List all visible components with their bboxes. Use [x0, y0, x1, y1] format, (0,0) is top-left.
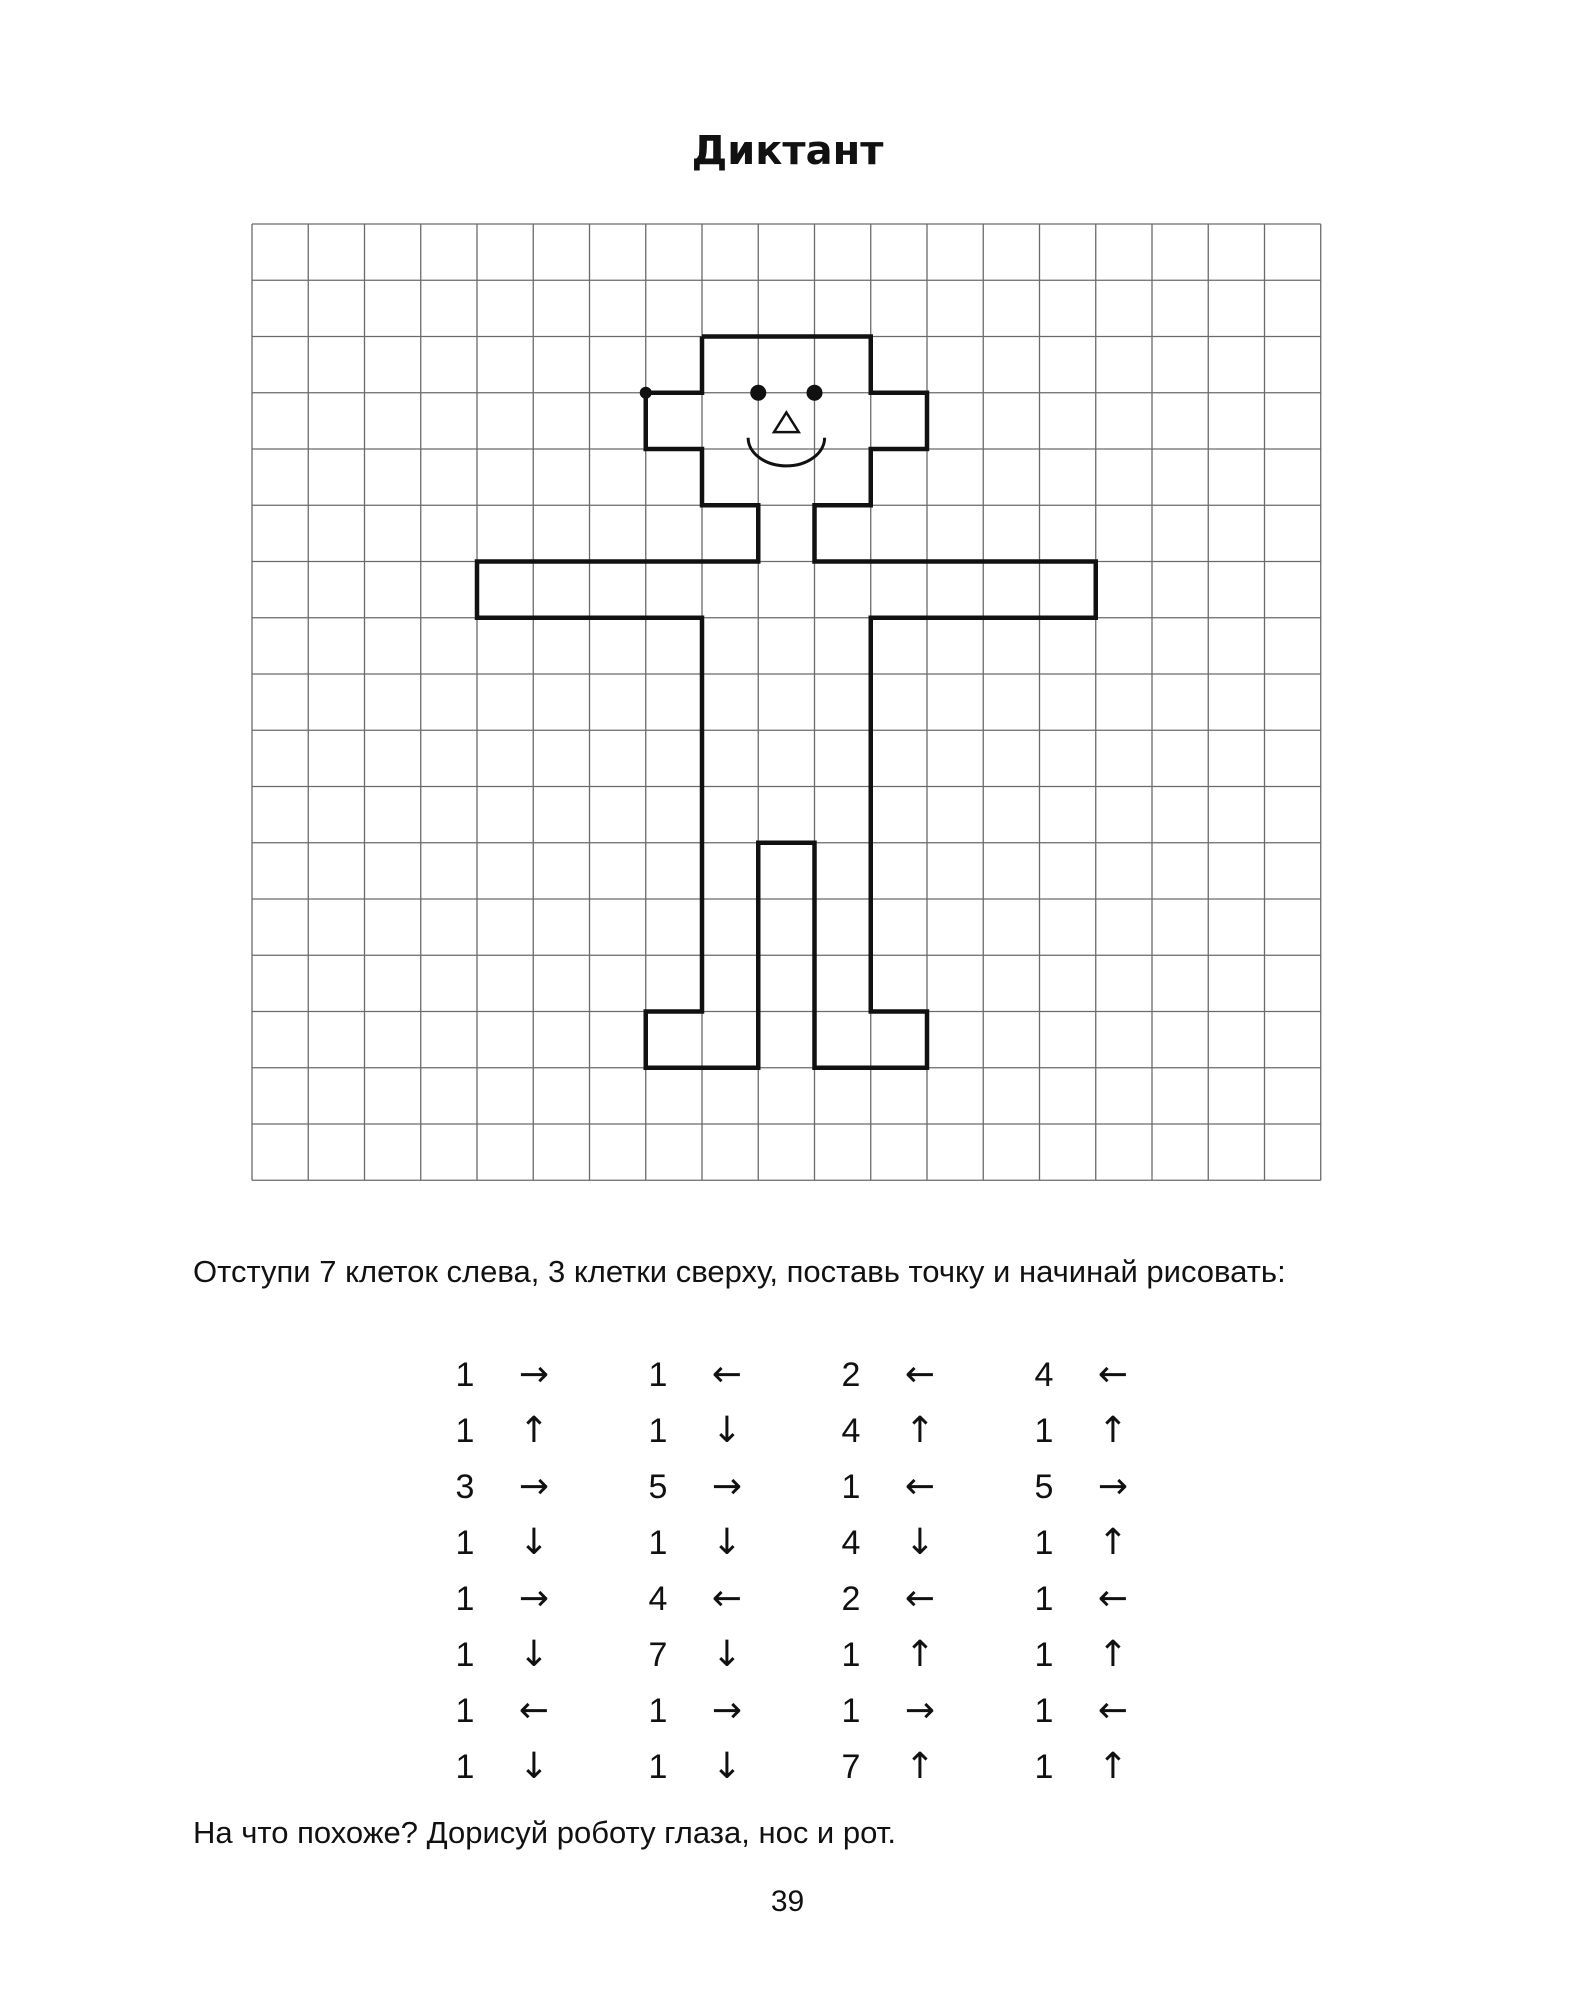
start-dot: [640, 387, 652, 399]
step-count: 1: [1034, 1692, 1054, 1730]
step-count: 1: [455, 1356, 475, 1394]
step-count: 1: [841, 1636, 861, 1674]
step-count: 4: [1034, 1356, 1054, 1394]
robot-mouth: [748, 438, 825, 466]
step-arrow-icon: ↓: [518, 1522, 550, 1563]
step-arrow-icon: →: [518, 1578, 550, 1619]
step-count: 1: [1034, 1748, 1054, 1786]
step-arrow-icon: →: [711, 1466, 743, 1507]
step-arrow-icon: ↑: [1097, 1410, 1129, 1451]
step-count: 1: [1034, 1636, 1054, 1674]
step-arrow-icon: ←: [1097, 1690, 1129, 1731]
step-arrow-icon: ↓: [518, 1634, 550, 1675]
robot-eye: [807, 385, 823, 401]
step-count: 2: [841, 1580, 861, 1618]
step-arrow-icon: ↑: [1097, 1522, 1129, 1563]
step-count: 1: [455, 1692, 475, 1730]
step-count: 1: [455, 1748, 475, 1786]
page-title: Диктант: [691, 128, 884, 174]
step-count: 1: [648, 1412, 668, 1450]
step-arrow-icon: ←: [711, 1354, 743, 1395]
step-arrow-icon: →: [1097, 1466, 1129, 1507]
step-arrow-icon: →: [518, 1466, 550, 1507]
step-arrow-icon: ↓: [904, 1522, 936, 1563]
step-count: 1: [648, 1692, 668, 1730]
step-count: 1: [455, 1636, 475, 1674]
step-count: 1: [455, 1524, 475, 1562]
step-arrow-icon: ↓: [711, 1746, 743, 1787]
page-number: 39: [770, 1885, 805, 1918]
step-count: 1: [455, 1412, 475, 1450]
step-arrow-icon: ↓: [711, 1522, 743, 1563]
step-arrow-icon: ↑: [904, 1634, 936, 1675]
step-count: 5: [648, 1468, 668, 1506]
step-count: 1: [455, 1580, 475, 1618]
step-arrow-icon: →: [904, 1690, 936, 1731]
step-arrow-icon: ↓: [711, 1410, 743, 1451]
step-arrow-icon: ←: [518, 1690, 550, 1731]
step-count: 1: [1034, 1412, 1054, 1450]
step-arrow-icon: ↑: [1097, 1746, 1129, 1787]
step-arrow-icon: ←: [1097, 1354, 1129, 1395]
robot-nose: [774, 412, 799, 432]
step-arrow-icon: ←: [904, 1354, 936, 1395]
step-count: 1: [841, 1468, 861, 1506]
step-arrow-icon: ←: [1097, 1578, 1129, 1619]
step-count: 4: [648, 1580, 668, 1618]
step-arrow-icon: →: [711, 1690, 743, 1731]
step-arrow-icon: ↑: [1097, 1634, 1129, 1675]
step-count: 1: [841, 1692, 861, 1730]
step-arrow-icon: ←: [904, 1466, 936, 1507]
step-count: 4: [841, 1412, 861, 1450]
step-count: 1: [648, 1748, 668, 1786]
step-count: 3: [455, 1468, 475, 1506]
instruction-text: Отступи 7 клеток слева, 3 клетки сверху, поставь точку и начинай рисовать:: [193, 1254, 1286, 1289]
step-count: 7: [648, 1636, 668, 1674]
step-count: 1: [648, 1524, 668, 1562]
step-arrow-icon: ↑: [904, 1410, 936, 1451]
step-count: 4: [841, 1524, 861, 1562]
step-count: 5: [1034, 1468, 1054, 1506]
step-count: 2: [841, 1356, 861, 1394]
question-text: На что похоже? Дорисуй роботу глаза, нос и рот.: [193, 1815, 897, 1850]
step-count: 7: [841, 1748, 861, 1786]
step-arrow-icon: →: [518, 1354, 550, 1395]
step-count: 1: [1034, 1580, 1054, 1618]
step-arrow-icon: ↑: [904, 1746, 936, 1787]
step-count: 1: [648, 1356, 668, 1394]
step-arrow-icon: ↓: [711, 1634, 743, 1675]
step-arrow-icon: ↓: [518, 1746, 550, 1787]
step-arrow-icon: ↑: [518, 1410, 550, 1451]
step-count: 1: [1034, 1524, 1054, 1562]
robot-outline: [477, 337, 1096, 1068]
robot-eye: [750, 385, 766, 401]
grid-lines: [252, 224, 1321, 1180]
step-arrow-icon: ←: [711, 1578, 743, 1619]
step-arrow-icon: ←: [904, 1578, 936, 1619]
